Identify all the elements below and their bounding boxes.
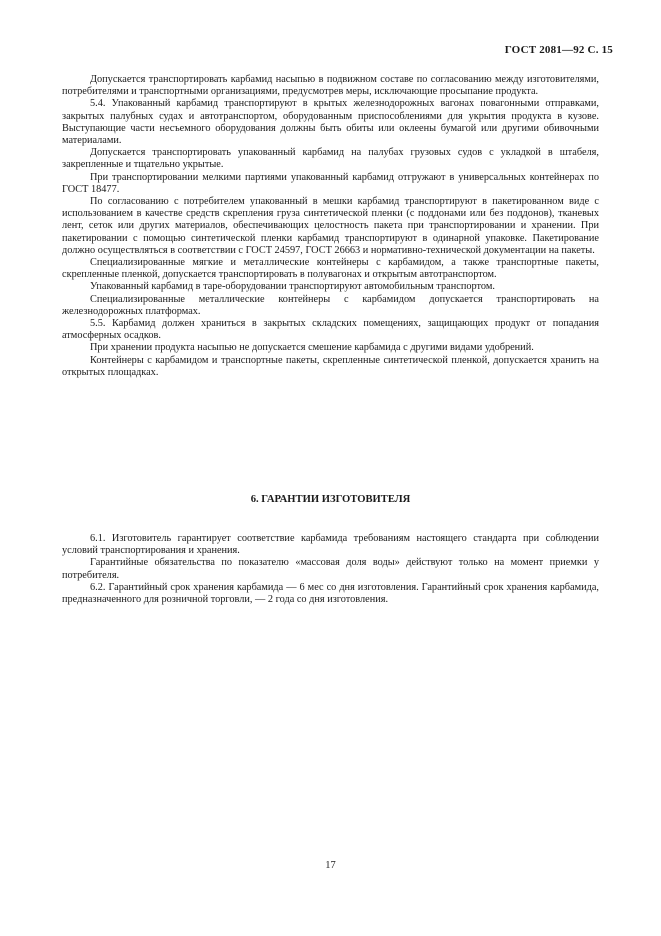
paragraph: 6.1. Изготовитель гарантирует соответствие карбамида требованиям настоящего стандарта при соблюдении условий транспортирования и хранения. xyxy=(62,533,599,557)
section-title: 6. ГАРАНТИИ ИЗГОТОВИТЕЛЯ xyxy=(250,494,411,505)
section-5-text xyxy=(62,74,599,379)
paragraph: 6.2. Гарантийный срок хранения карбамида — 6 мес со дня изготовления. Гарантийный срок хранения карбамида, предназначенного для розничной торговли, — 2 года со дня изготовления. xyxy=(62,581,599,606)
paragraph: По согласованию с потребителем упакованный в мешки карбамид транспортируют в пакетированном виде с использованием в качестве средств скрепления груза синтетической пленки (с поддонами или без поддонов), тканевых лент, сеток или других материалов, обеспечивающих целостность пакета при транспортировании и хранении. При пакетировании с помощью синтетической пленки карбамид транспортируют в одинарной упаковке. Пакетирование должно осуществляться в соответствии с ГОСТ 24597, ГОСТ 26663 и нормативно-технической документации на пакеты. xyxy=(62,196,599,256)
page-header: ГОСТ 2081—92 С. 15 xyxy=(504,44,613,56)
paragraph: Контейнеры с карбамидом и транспортные пакеты, скрепленные синтетической пленкой, допускается хранить на открытых площадках. xyxy=(62,354,599,378)
paragraph: При хранении продукта насыпью не допускается смешение карбамида с другими видами удобрений. xyxy=(90,342,534,354)
paragraph: Специализированные мягкие и металлические контейнеры с карбамидом, а также транспортные пакеты, скрепленные пленкой, допускается транспортировать в полувагонах и открытым автотранспортом. xyxy=(62,257,599,281)
paragraph: Специализированные металлические контейнеры с карбамидом допускается транспортировать на железнодорожных платформах. xyxy=(62,293,599,317)
paragraph: Упакованный карбамид в таре-оборудовании транспортируют автомобильным транспортом. xyxy=(90,281,495,293)
paragraph: Допускается транспортировать карбамид насыпью в подвижном составе по согласованию между изготовителями, потребителями и транспортными организациями, предусмотрев меры, исключающие просыпание продукта. xyxy=(62,74,599,98)
paragraph: 5.4. Упакованный карбамид транспортируют в крытых железнодорожных вагонах повагонными отправками, закрытых палубных судах и автотранспортом, оборудованным приспособлениями для укрытия продукта в кузове. Выступающие части несъемного оборудования должны быть обиты или оклеены бумагой или другими обивочными материалами. xyxy=(62,98,599,147)
paragraph: Гарантийные обязательства по показателю «массовая доля воды» действуют только на момент приемки у потребителя. xyxy=(62,557,599,581)
page-number: 17 xyxy=(325,860,336,871)
section-6-text xyxy=(62,533,599,606)
paragraph: При транспортировании мелкими партиями упакованный карбамид отгружают в универсальных контейнерах по ГОСТ 18477. xyxy=(62,171,599,195)
paragraph: 5.5. Карбамид должен храниться в закрытых складских помещениях, защищающих продукт от попадания атмосферных осадков. xyxy=(62,318,599,342)
paragraph: Допускается транспортировать упакованный карбамид на палубах грузовых судов с укладкой в штабеля, закрепленные и тщательно укрытые. xyxy=(62,147,599,171)
